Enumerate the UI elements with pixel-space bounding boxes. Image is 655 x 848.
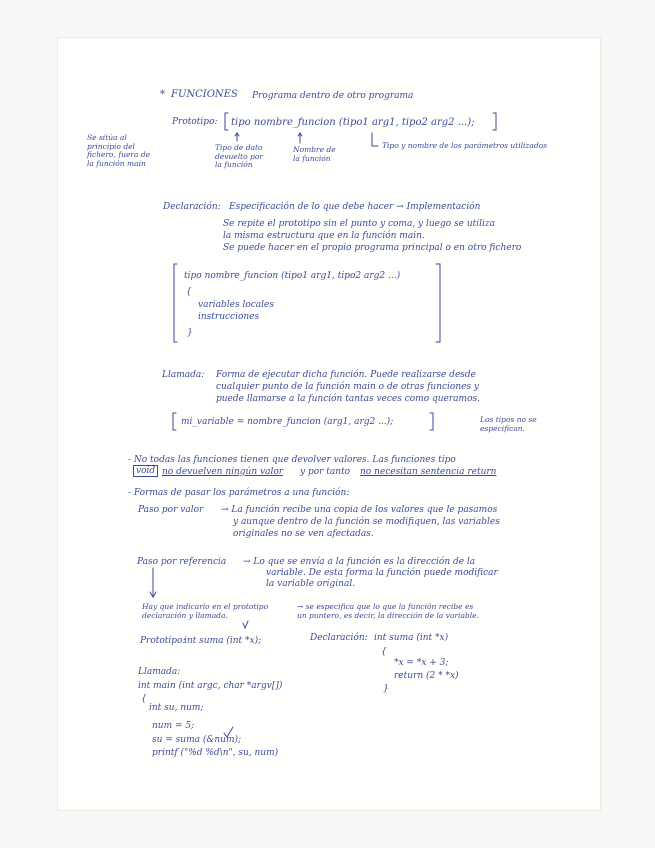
decl-body-1: { — [381, 647, 387, 657]
llamada-code-1: int main (int argc, char *argv[]) — [138, 681, 283, 691]
llamada-note: Los tipos no se especifican. — [480, 415, 537, 433]
void-keyword: void — [133, 465, 158, 477]
ejemplo-prototipo-label: Prototipo: — [140, 636, 186, 646]
llamada-code-3: int su, num; — [149, 703, 204, 713]
heading-title: FUNCIONES — [171, 89, 238, 100]
note-1-line-c: y por tanto — [300, 467, 351, 477]
declaracion-code-3: variables locales — [198, 300, 274, 310]
heading-subtitle: Programa dentro de otro programa — [252, 91, 414, 101]
ejemplo-declaracion-label: Declaración: — [310, 633, 368, 643]
decl-body-4: } — [383, 684, 389, 694]
por-referencia-line-1: → Lo que se envía a la función es la dirección de la — [243, 557, 476, 567]
por-referencia-line-2: variable. De esta forma la función puede modificar — [266, 568, 498, 578]
prototipo-code: tipo nombre_funcion (tipo1 arg1, tipo2 arg2 ...); — [231, 117, 475, 128]
declaracion-code-5: } — [187, 328, 193, 338]
ejemplo-llamada-label: Llamada: — [138, 667, 181, 677]
llamada-code: mi_variable = nombre_funcion (arg1, arg2 ...); — [181, 417, 394, 427]
por-referencia-line-3: la variable original. — [266, 579, 356, 589]
note-2: - Formas de pasar los parámetros a una función: — [128, 488, 350, 498]
llamada-code-4: num = 5; — [152, 721, 195, 731]
note-1-line-d: no necesitan sentencia return — [360, 467, 497, 477]
ejemplo-prototipo-code: int suma (int *x); — [184, 636, 262, 646]
declaracion-line-2: la misma estructura que en la función main. — [223, 231, 425, 241]
note-1-line-a: - No todas las funciones tienen que devolver valores. Las funciones tipo — [128, 455, 456, 465]
llamada-code-5: su = suma (&num); — [152, 735, 242, 745]
por-valor-line-2: y aunque dentro de la función se modifiquen, las variables — [233, 517, 500, 527]
indicar-right-note: → se especifica que lo que la función recibe es un puntero, es decir, la dirección de la variable. — [297, 602, 479, 620]
declaracion-headline: Especificación de lo que debe hacer → Implementación — [229, 202, 481, 212]
por-valor-label: Paso por valor — [138, 505, 204, 515]
note-tipo: Tipo de dato devuelto por la función — [215, 143, 263, 169]
llamada-label: Llamada: — [162, 370, 205, 380]
por-referencia-label: Paso por referencia — [137, 557, 227, 567]
heading-bullet: * — [160, 89, 165, 100]
por-valor-line-1: → La función recibe una copia de los valores que le pasamos — [221, 505, 498, 515]
indicar-note: Hay que indicarlo en el prototipo declaración y llamada. — [142, 602, 269, 620]
prototipo-side-note: Se sitúa al principio del fichero, fuera de la función main — [87, 133, 151, 168]
note-params: Tipo y nombre de los parámetros utilizados — [382, 141, 548, 150]
declaracion-line-1: Se repite el prototipo sin el punto y coma, y luego se utiliza — [223, 219, 495, 229]
declaracion-code-2: { — [186, 287, 192, 297]
note-nombre: Nombre de la función — [293, 145, 336, 163]
llamada-line-1: Forma de ejecutar dicha función. Puede realizarse desde — [216, 370, 476, 380]
prototipo-label: Prototipo: — [172, 117, 218, 127]
llamada-code-6: printf ("%d %d\n", su, num) — [152, 748, 279, 758]
decl-body-3: return (2 * *x) — [394, 671, 459, 681]
declaracion-code-4: instrucciones — [198, 312, 260, 322]
llamada-line-2: cualquier punto de la función main o de otras funciones y — [216, 382, 480, 392]
por-valor-line-3: originales no se ven afectadas. — [233, 529, 374, 539]
note-1-line-b: no devuelven ningún valor — [162, 467, 284, 477]
declaracion-line-3: Se puede hacer en el propio programa principal o en otro fichero — [223, 243, 522, 253]
llamada-code-2: { — [141, 694, 147, 704]
declaracion-label: Declaración: — [163, 202, 221, 212]
ejemplo-declaracion-code: int suma (int *x) — [374, 633, 449, 643]
llamada-line-3: puede llamarse a la función tantas veces como queramos. — [216, 394, 480, 404]
decl-body-2: *x = *x + 3; — [394, 658, 449, 668]
declaracion-code-1: tipo nombre_funcion (tipo1 arg1, tipo2 arg2 ...) — [184, 271, 401, 281]
